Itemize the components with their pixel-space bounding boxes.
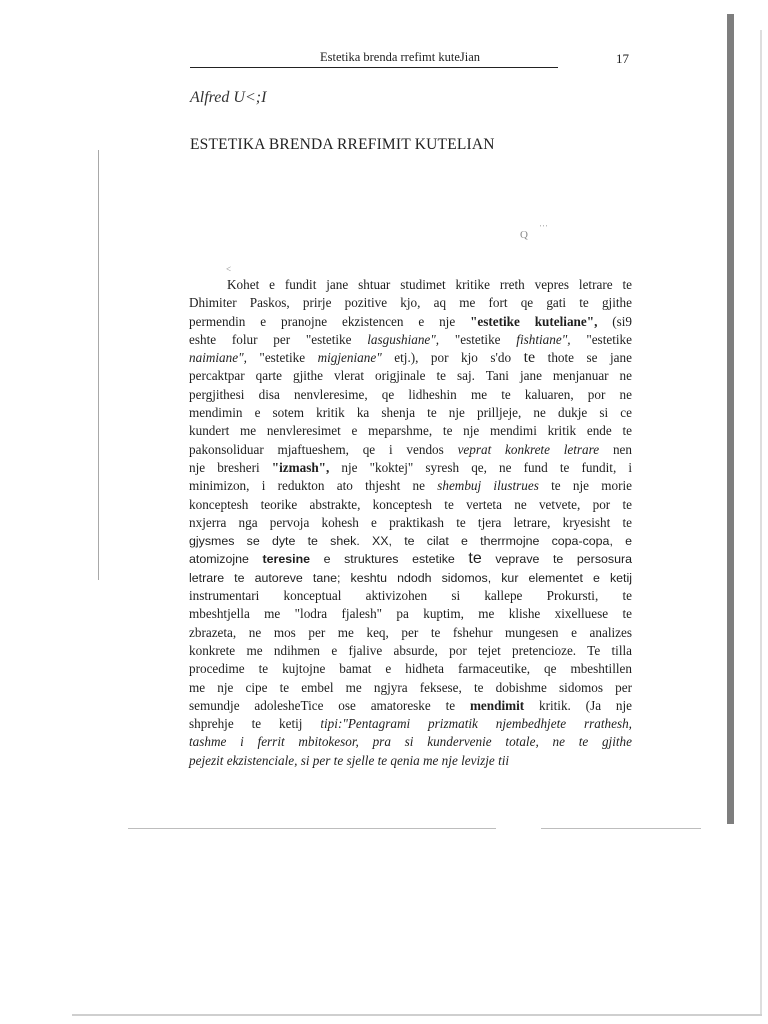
body-text-run: percaktpar qarte gjithe vlerat origjinale te saj. Tani jane menjanuar ne: [189, 368, 632, 384]
body-text-run: nxjerra nga pervoja kohesh e praktikash te tjera letrare, kryesisht te: [189, 514, 632, 530]
footnote-rule-right: [541, 828, 701, 829]
body-text-run: letrare te autoreve tane; keshtu ndodh sidomos, kur elementet e ketij: [189, 570, 632, 585]
body-text-run: eshte folur per "estetike: [189, 331, 368, 347]
body-line: [189, 752, 632, 770]
footnote-rule-left: [128, 828, 496, 829]
body-text-run: mendimit: [469, 697, 525, 713]
body-text-run: migjeniane": [317, 350, 382, 366]
page-edge-bar: [727, 14, 734, 824]
body-line: [189, 733, 632, 751]
body-line: [189, 422, 632, 440]
body-text-run: fishtiane",: [516, 331, 571, 347]
running-head: Estetika brenda rrefimt kuteJian: [320, 50, 481, 64]
body-text-run: konceptesh teorike abstrakte, konceptesh te verteta ne vetvete, por te: [189, 496, 632, 512]
body-text-run: lasgushiane",: [367, 331, 440, 347]
body-line: [189, 313, 632, 331]
body-line: [189, 514, 632, 532]
body-text-run: nje "koktej" syresh qe, ne fund te fundit, i: [329, 459, 632, 475]
body-text-run: tipi:"Pentagrami prizmatik njembedhjete rrathesh,: [320, 716, 632, 732]
scan-speck: Q: [520, 229, 528, 241]
body-line: [189, 441, 632, 459]
body-text-run: pejezit ekzistenciale, si per te sjelle te qenia me nje levizje tii: [189, 752, 510, 768]
body-text-run: me nje cipe te embel me ngjyra feksese, te dobishme sidomos per: [189, 679, 632, 695]
margin-line: [98, 150, 99, 580]
body-line: [189, 294, 632, 312]
body-line: [189, 331, 632, 349]
body-text-run: veprat konkrete letrare: [457, 441, 600, 457]
body-text-run: e struktures estetike: [310, 552, 469, 567]
body-text-run: "izmash",: [271, 459, 330, 475]
body-line: [189, 605, 632, 623]
body-text-run: pakonsoliduar mjaftueshem, qe i vendos: [189, 441, 458, 457]
body-text-run: veprave te persosura: [481, 552, 633, 567]
body-text-run: procedime te kujtojne bamat e hidheta farmaceutike, qe mbeshtillen: [189, 661, 632, 677]
body-line: [189, 459, 632, 477]
body-text-run: mbeshtjella me "lodra fjalesh" pa kuptim, me klishe xixelluese te: [189, 606, 632, 622]
body-text-run: Kohet e fundit jane shtuar studimet kritike rreth vepres letrare te: [227, 277, 632, 292]
body-line: [189, 349, 632, 367]
body-text-run: "estetike: [439, 331, 517, 347]
body-line: [189, 569, 632, 587]
body-line: [189, 660, 632, 678]
body-text-run: semundje adolesheTice ose amatoreske te: [189, 697, 470, 713]
body-line: [189, 679, 632, 697]
body-line: [189, 642, 632, 660]
body-text-run: (si9: [597, 313, 633, 329]
body-text-run: te nje morie: [538, 478, 633, 494]
scan-speck: <: [226, 264, 232, 274]
body-text-run: mendimin e sotem kritik ka shenja te nje prilljeje, ne dukje si ce: [189, 405, 632, 421]
body-text-run: nen: [599, 441, 632, 457]
body-text-run: shembuj ilustrues: [437, 478, 539, 494]
body-text-run: minimizon, i redukton ato thjesht ne: [189, 478, 438, 494]
body-text-run: etj.), por kjo s'do: [381, 350, 524, 366]
body-text-run: kundert me nenvleresimet e meparshme, te nje mendimi kritik ende te: [189, 423, 632, 439]
body-text-run: zbrazeta, ne mos per me keq, per te fshehur mungesen e analizes: [189, 624, 632, 640]
body-line: [189, 477, 632, 495]
article-body: [189, 276, 632, 770]
page-number: 17: [616, 51, 629, 66]
body-text-run: permendin e pranojne ekzistencen e nje: [189, 313, 471, 329]
body-line: [189, 624, 632, 642]
body-text-run: te: [523, 349, 536, 367]
body-text-run: "estetike: [570, 331, 632, 347]
body-line: [189, 532, 632, 550]
body-line: [189, 276, 632, 294]
body-text-run: pergjithesi disa nenvleresime, qe lidheshin me te kaluaren, por ne: [189, 386, 632, 402]
body-text-run: "estetike: [246, 350, 318, 366]
body-line: [189, 404, 632, 422]
author-name: Alfred U<;I: [190, 89, 267, 106]
body-text-run: nje bresheri: [189, 459, 272, 475]
body-text-run: teresine: [262, 552, 311, 567]
body-line: [189, 496, 632, 514]
body-line: [189, 550, 632, 568]
header-rule: [190, 67, 558, 68]
body-line: [189, 367, 632, 385]
body-text-run: gjysmes se dyte te shek. XX, te cilat e therrmojne copa-copa, e: [189, 534, 632, 549]
body-line: [189, 587, 632, 605]
body-text-run: naimiane",: [189, 350, 247, 366]
body-text-run: Dhimiter Paskos, prirje pozitive kjo, aq me fort qe gati te gjithe: [189, 295, 632, 311]
body-text-run: konkrete me ndihmen e fjalive absurde, por tejet pretencioze. Te tilla: [189, 642, 632, 658]
body-line: [189, 715, 632, 733]
body-text-run: te: [468, 550, 482, 568]
page-bottom-edge: [72, 1014, 762, 1016]
body-text-run: tashme i ferrit mbitokesor, pra si kundervenie totale, ne te gjithe: [189, 734, 632, 750]
body-text-run: "estetike kuteliane",: [470, 313, 598, 329]
body-text-run: thote se jane: [535, 350, 632, 366]
scan-speck: ' ' ': [540, 224, 548, 232]
body-text-run: shprehje te ketij: [189, 716, 321, 732]
body-line: [189, 386, 632, 404]
body-text-run: atomizojne: [189, 552, 263, 567]
body-text-run: kritik. (Ja nje: [524, 697, 632, 713]
article-title: ESTETIKA BRENDA RREFIMIT KUTELIAN: [190, 136, 495, 153]
body-line: [189, 697, 632, 715]
page-edge-shadow: [760, 30, 762, 1016]
body-text-run: instrumentari konceptual aktivizohen si kallepe Prokursti, te: [189, 588, 632, 604]
